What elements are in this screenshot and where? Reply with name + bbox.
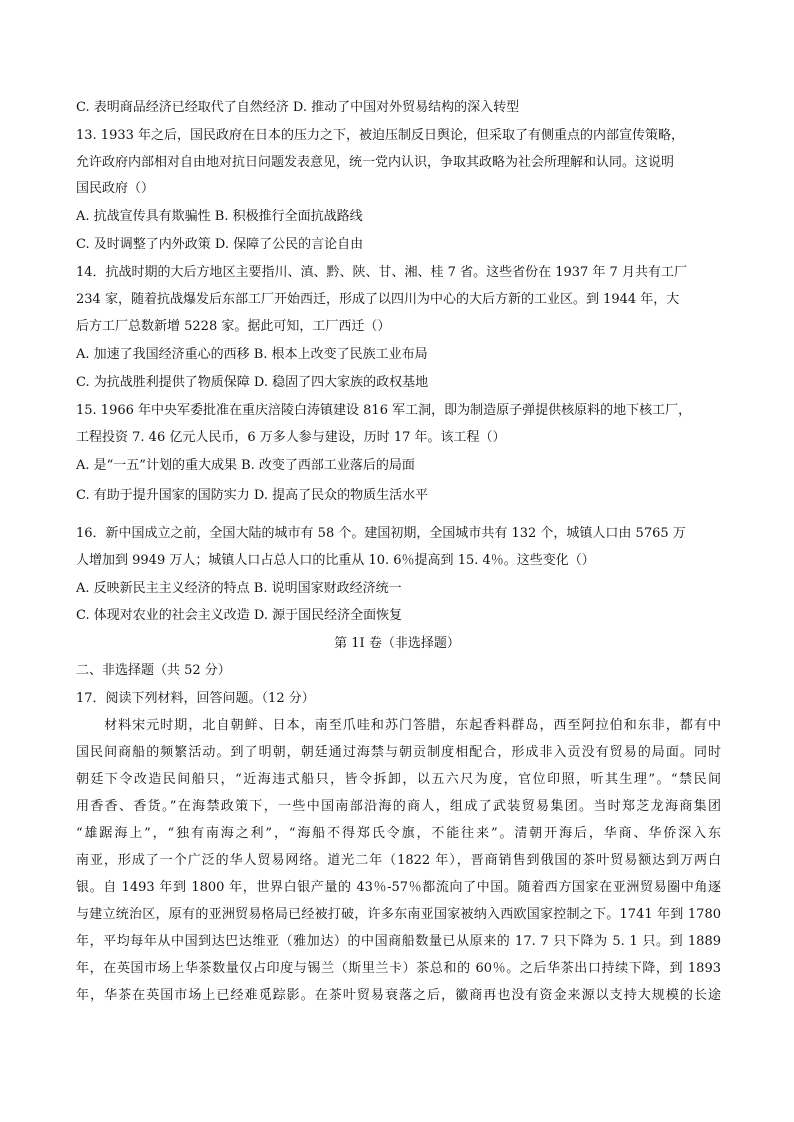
q17-stem: 17．阅读下列材料，回答问题。（12 分） — [76, 691, 315, 706]
q16-options-ab: A. 反映新民主主义经济的特点 B. 说明国家财政经济统一 — [76, 581, 402, 596]
q17-material-line: 年，平均每年从中国到达巴达维亚（雅加达）的中国商船数量已从原来的 17. 7 只下降为 5. 1 只。到 1889 — [76, 934, 721, 949]
q13-stem-line-2: 允许政府内部相对自由地对抗日问题发表意见，统一党内认识，争取其政略为社会所理解和认同。这说明 — [76, 155, 675, 170]
q14-stem-line-3: 后方工厂总数新增 5228 家。据此可知，工厂西迁（） — [76, 319, 391, 334]
q17-material-line: 南亚，形成了一个广泛的华人贸易网络。道光二年（1822 年），晋商销售到俄国的茶叶贸易额达到万两白 — [76, 853, 721, 868]
section-title: 二、非选择题（共 52 分） — [76, 663, 231, 678]
q13-options-ab: A. 抗战宣传具有欺骗性 B. 积极推行全面抗战路线 — [76, 209, 363, 224]
q15-options-ab: A. 是“一五”计划的重大成果 B. 改变了西部工业落后的局面 — [76, 458, 415, 473]
q17-material-line: 年，在英国市场上华茶数量仅占印度与锡兰（斯里兰卡）茶总和的 60％。之后华茶出口持续下降，到 1893 — [76, 961, 721, 976]
q17-material-line: 朝廷下令改造民间船只，“近海违式船只，皆令拆卸，以五六尺为度，官位印照，听其生理”。“禁民间 — [76, 772, 721, 787]
q17-material-line: 年，华茶在英国市场上已经难觅踪影。在茶叶贸易衰落之后，徽商再也没有资金来源以支持大规模的长途 — [76, 988, 721, 1003]
q13-options-cd: C. 及时调整了内外政策 D. 保障了公民的言论自由 — [76, 237, 364, 252]
q17-material-line: 银。自 1493 年到 1800 年，世界白银产量的 43％-57％都流向了中国。随着西方国家在亚洲贸易圈中角逐 — [76, 880, 721, 895]
q13-stem-line-3: 国民政府（） — [76, 181, 155, 196]
q14-stem-line-1: 14．抗战时期的大后方地区主要指川、滇、黔、陕、甘、湘、桂 7 省。这些省份在 1937 年 7 月共有工厂 — [76, 265, 687, 280]
q14-options-cd: C. 为抗战胜利提供了物质保障 D. 稳固了四大家族的政权基地 — [76, 375, 429, 390]
q15-stem-line-1: 15. 1966 年中央军委批准在重庆涪陵白涛镇建设 816 军工洞，即为制造原子弹提供核原料的地下核工厂， — [76, 403, 692, 418]
q12-options-cd: C. 表明商品经济已经取代了自然经济 D. 推动了中国对外贸易结构的深入转型 — [76, 100, 520, 115]
q16-options-cd: C. 体现对农业的社会主义改造 D. 源于国民经济全面恢复 — [76, 608, 403, 623]
q16-stem-line-1: 16．新中国成立之前，全国大陆的城市有 58 个。建国初期，全国城市共有 132 个，城镇人口由 5765 万 — [76, 526, 686, 541]
q17-material-line: “雄踞海上”，“独有南海之利”，“海船不得郑氏令旗，不能往来”。清朝开海后，华商、华侨深入东 — [76, 826, 721, 841]
q14-stem-line-2: 234 家，随着抗战爆发后东部工厂开始西迁，形成了以四川为中心的大后方新的工业区。到 1944 年，大 — [76, 292, 680, 307]
q17-material-line: 材料宋元时期，北自朝鲜、日本，南至爪哇和苏门答腊，东起香料群岛，西至阿拉伯和东非，都有中 — [76, 718, 721, 733]
q15-options-cd: C. 有助于提升国家的国防实力 D. 提高了民众的物质生活水平 — [76, 488, 429, 503]
q17-material-line: 用香香、香货。”在海禁政策下，一些中国南部沿海的商人，组成了武装贸易集团。当时郑芝龙海商集团 — [76, 799, 721, 814]
q13-stem-line-1: 13. 1933 年之后，国民政府在日本的压力之下，被迫压制反日舆论，但采取了有侧重点的内部宣传策略， — [76, 128, 685, 143]
q15-stem-line-2: 工程投资 7. 46 亿元人民币，6 万多人参与建设，历时 17 年。该工程（） — [76, 430, 506, 445]
volume-title: 第 1I 卷（非选择题） — [334, 636, 460, 651]
q14-options-ab: A. 加速了我国经济重心的西移 B. 根本上改变了民族工业布局 — [76, 347, 428, 362]
q17-material-line: 国民间商船的频繁活动。到了明朝，朝廷通过海禁与朝贡制度相配合，形成非入贡没有贸易的局面。同时 — [76, 745, 721, 760]
q17-material-line: 与建立统治区，原有的亚洲贸易格局已经被打破，许多东南亚国家被纳入西欧国家控制之下。1741 年到 1780 — [76, 907, 721, 922]
q16-stem-line-2: 人增加到 9949 万人；城镇人口占总人口的比重从 10. 6％提高到 15. 4％。这些变化（） — [76, 553, 595, 568]
